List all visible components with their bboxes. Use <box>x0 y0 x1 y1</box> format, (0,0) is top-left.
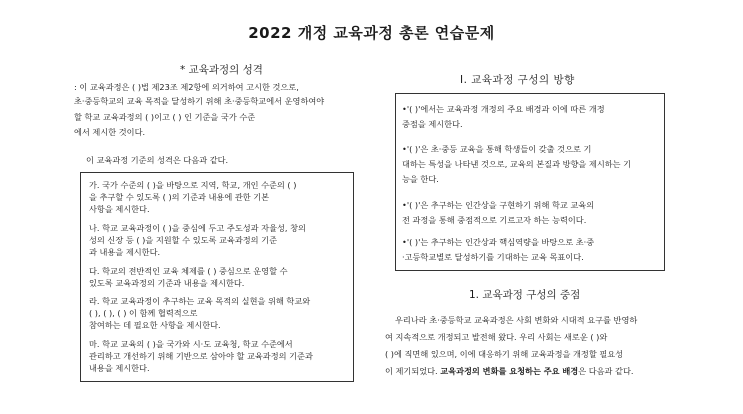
list-item: 을 추구할 수 있도록 ( )의 기준과 내용에 관한 기본 <box>89 192 270 202</box>
list-item: 성의 신장 등 ( )을 지원할 수 있도록 교육과정의 기준 <box>89 235 277 245</box>
list-item: 관리하고 개선하기 위해 기반으로 삼아야 할 교육과정의 기준과 <box>89 351 313 361</box>
bullet-item: 중점을 제시한다. <box>402 119 463 129</box>
section-heading-curriculum-nature: * 교육과정의 성격 <box>180 64 263 76</box>
paragraph-line: 여 지속적으로 개정되고 발전해 왔다. 우리 사회는 새로운 ( )와 <box>385 332 608 342</box>
list-item: 나. 학교 교육과정이 ( )을 중심에 두고 주도성과 자율성, 창의 <box>89 223 306 233</box>
section-heading-curriculum-direction: I. 교육과정 구성의 방향 <box>460 74 575 86</box>
list-item: 다. 학교의 전반적인 교육 체제를 ( ) 중심으로 운영할 수 <box>89 266 288 276</box>
list-item: ( ), ( ), ( ) 이 함께 협력적으로 <box>89 308 198 318</box>
bullet-item: •'( )'은 추구하는 인간상을 구현하기 위해 학교 교육의 <box>402 200 595 210</box>
paragraph-text: 이 제기되었다. <box>385 366 441 376</box>
list-item: 가. 국가 수준의 ( )을 바탕으로 지역, 학교, 개인 수준의 ( ) <box>89 180 297 190</box>
list-item: 내용을 제시한다. <box>89 363 150 373</box>
bullet-item: 대하는 특성을 나타낸 것으로, 교육의 본질과 방향을 제시하는 기 <box>402 159 632 169</box>
bullet-item: 전 과정을 통해 중점적으로 기르고자 하는 능력이다. <box>402 215 587 225</box>
list-item: 참여하는 데 필요한 사항을 제시한다. <box>89 320 221 330</box>
page-title: 2022 개정 교육과정 총론 연습문제 <box>248 24 495 42</box>
bullet-item: •'( )'은 초·중등 교육을 통해 학생들이 갖출 것으로 기 <box>402 144 592 154</box>
bullet-item: 능을 한다. <box>402 174 439 184</box>
bullet-item: •'( )'에서는 교육과정 개정의 주요 배경과 이에 따른 개정 <box>402 104 605 114</box>
curriculum-nature-box <box>80 172 354 382</box>
bullet-item: •'( )'는 추구하는 인간상과 핵심역량을 바탕으로 초·중 <box>402 237 595 247</box>
list-item: 있도록 교육과정의 기준과 내용을 제시한다. <box>89 278 245 288</box>
paragraph-line: 우리나라 초·중등학교 교육과정은 사회 변화와 시대적 요구를 반영하 <box>395 315 638 325</box>
list-item: 과 내용을 제시한다. <box>89 247 161 257</box>
paragraph-text: 은 다음과 같다. <box>578 366 634 376</box>
list-item: 라. 학교 교육과정이 추구하는 교육 목적의 실현을 위해 학교와 <box>89 296 311 306</box>
paragraph-line <box>385 364 633 378</box>
intro-line: 에서 제시한 것이다. <box>74 127 146 137</box>
section-heading-curriculum-focus: 1. 교육과정 구성의 중점 <box>469 289 581 301</box>
paragraph-line: ( )에 직면해 있으며, 이에 대응하기 위해 교육과정을 개정할 필요성 <box>385 349 624 359</box>
intro-line: : 이 교육과정은 ( )법 제23조 제2항에 의거하여 고시한 것으로, <box>74 82 299 92</box>
emphasis-text: 교육과정의 변화를 요청하는 주요 배경 <box>440 366 579 376</box>
curriculum-direction-box <box>395 93 665 271</box>
list-item: 사항을 제시한다. <box>89 204 150 214</box>
intro-line: 초·중등학교의 교육 목적을 달성하기 위해 초·중등학교에서 운영하여야 <box>74 96 325 106</box>
list-item: 마. 학교 교육의 ( )을 국가와 시·도 교육청, 학교 수준에서 <box>89 339 293 349</box>
box-lead-text: 이 교육과정 기준의 성격은 다음과 같다. <box>86 155 229 165</box>
intro-line: 할 학교 교육과정의 ( )이고 ( ) 인 기준을 국가 수준 <box>74 112 256 122</box>
bullet-item: ·고등학교별로 달성하기를 기대하는 교육 목표이다. <box>402 252 584 262</box>
